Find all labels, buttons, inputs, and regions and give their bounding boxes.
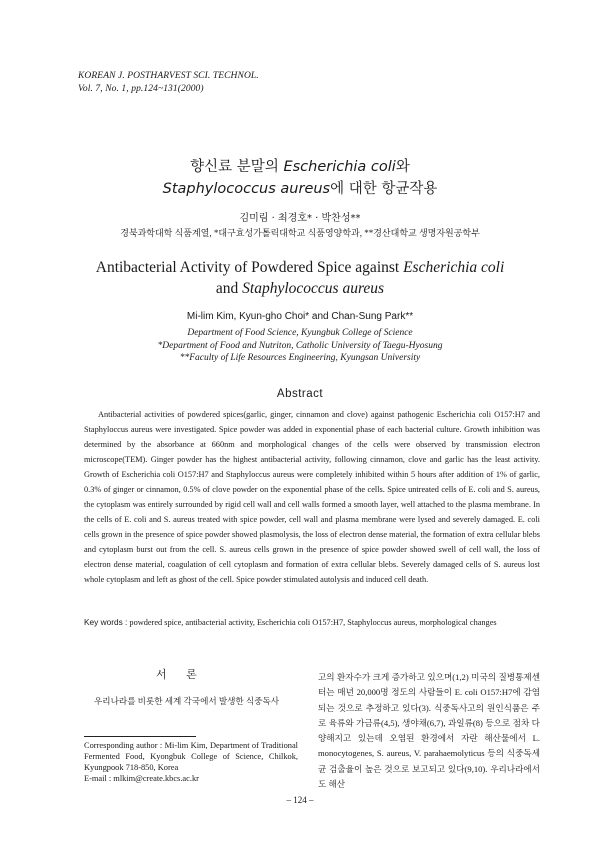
keywords-label: Key words : [84, 617, 128, 627]
english-affiliations [0, 327, 600, 365]
affiliation-1: Department of Food Science, Kyungbuk College of Science [187, 328, 413, 338]
abstract-heading: Abstract [276, 388, 324, 400]
korean-title-species: Staphylococcus aureus [162, 181, 331, 197]
abstract-body: Antibacterial activities of powdered spices(garlic, ginger, cinnamon and clove) against pathogenic Escherichia coli O157:H7 and Staphyloccus aureus were investigated. Spice powder was added in exponential phase of each bacterial culture. Growth inhibition was determined by the absorbance at 660nm and morphological changes of the cells were observed by transmission electron microscope(TEM). Ginger powder has the highest antibacterial activity, following cinnamon, clove and garlic has the least activity. Growth of Escherichia coli O157:H7 and Staphyloccus aureus were completely inhibited within 5 hours after addition of 1% of garlic, 0.3% of ginger or cinnamon, 0.5% of clove powder on the exponential phase of the cells. Spice untreated cells of E. coli and S. aureus, the cytoplasm was entirely surrounded by rigid cell wall and cell walls formed a smooth layer, well attached to the plasma membrane. In the cells of E. coli and S. aureus treated with spice powder, cell wall and plasma membrane were lysed and severely damaged. E. coli cells grown in the presence of spice powder showed plasmolysis, the loss of electron dense material, the formation of extra cellular blebs and cytoplasm burst out from the cell. S. aureus cells grown in the presence of spice powder showed swell of cell wall, the loss of electron dense material, coagulation of cell cytoplasm and formation of extra cellular blebs. Severely damaged cells of S. aureus lost whole cytoplasm and left as ghost of the cell. Spice powder stimulated autolysis and induced cell death. [84, 410, 540, 584]
korean-title-part: 향신료 분말의 [190, 159, 284, 175]
english-authors: Mi-lim Kim, Kyun-gho Choi* and Chan-Sung Park** [186, 311, 414, 322]
journal-volume: Vol. 7, No. 1, pp.124~131(2000) [78, 84, 204, 94]
footnote-divider [84, 736, 196, 737]
correspondence-note: Corresponding author : Mi-lim Kim, Department of Traditional Fermented Food, Kyongbuk College of Science, Chilkok, Kyungpook 718-850, Korea E-mail : mlkim@create.kbcs.ac.kr [84, 741, 298, 783]
introduction-heading: 서 론 [156, 668, 205, 681]
english-title-species: Escherichia coli [403, 259, 505, 276]
korean-title-part: 와 [395, 159, 410, 175]
keywords-list: powdered spice, antibacterial activity, Escherichia coli O157:H7, Staphyloccus aureus, morphological changes [127, 618, 497, 627]
journal-header [78, 70, 259, 96]
introduction-left-column: 우리나라를 비롯한 세계 각국에서 발생한 식중독사 [94, 696, 280, 706]
korean-title-species: Escherichia coli [283, 159, 396, 175]
korean-title [0, 156, 600, 200]
korean-authors: 김미림 · 최경호* · 박찬성** [239, 213, 361, 224]
keywords [84, 616, 554, 629]
english-title-part: and [215, 280, 243, 297]
affiliation-3: **Faculty of Life Resources Engineering, Kyungsan University [179, 353, 421, 363]
english-title [0, 257, 600, 299]
korean-affiliation: 경북과학대학 식품계열, *대구효성가톨릭대학교 식품영양학과, **경산대학교 생명자원공학부 [120, 228, 480, 238]
journal-name: KOREAN J. POSTHARVEST SCI. TECHNOL. [78, 71, 259, 81]
introduction-right-column: 고의 환자수가 크게 증가하고 있으며(1,2) 미국의 질병통제센터는 매년 20,000명 정도의 사람들이 E. coli O157:H7에 감염되는 것으로 추정하고 있다(3). 식중독사고의 원인식품은 주로 육류와 가금류(4,5), 생야채(6,7), 과일류(8) 등으로 점차 다양해지고 있는데 오염된 환경에서 자란 해산물에서 L. monocytogenes, S. aureus, V. parahaemolyticus 등의 식중독세균 검출율이 높은 것으로 보고되고 있다(9,10). 우리나라에서도 해산 [318, 672, 540, 790]
affiliation-2: *Department of Food and Nutriton, Catholic University of Taegu-Hyosung [157, 340, 443, 351]
english-title-species: Staphylococcus aureus [242, 280, 385, 297]
page-number: – 124 – [286, 795, 314, 805]
korean-title-part: 에 대한 항균작용 [330, 181, 438, 197]
english-title-part: Antibacterial Activity of Powdered Spice against [95, 259, 404, 276]
